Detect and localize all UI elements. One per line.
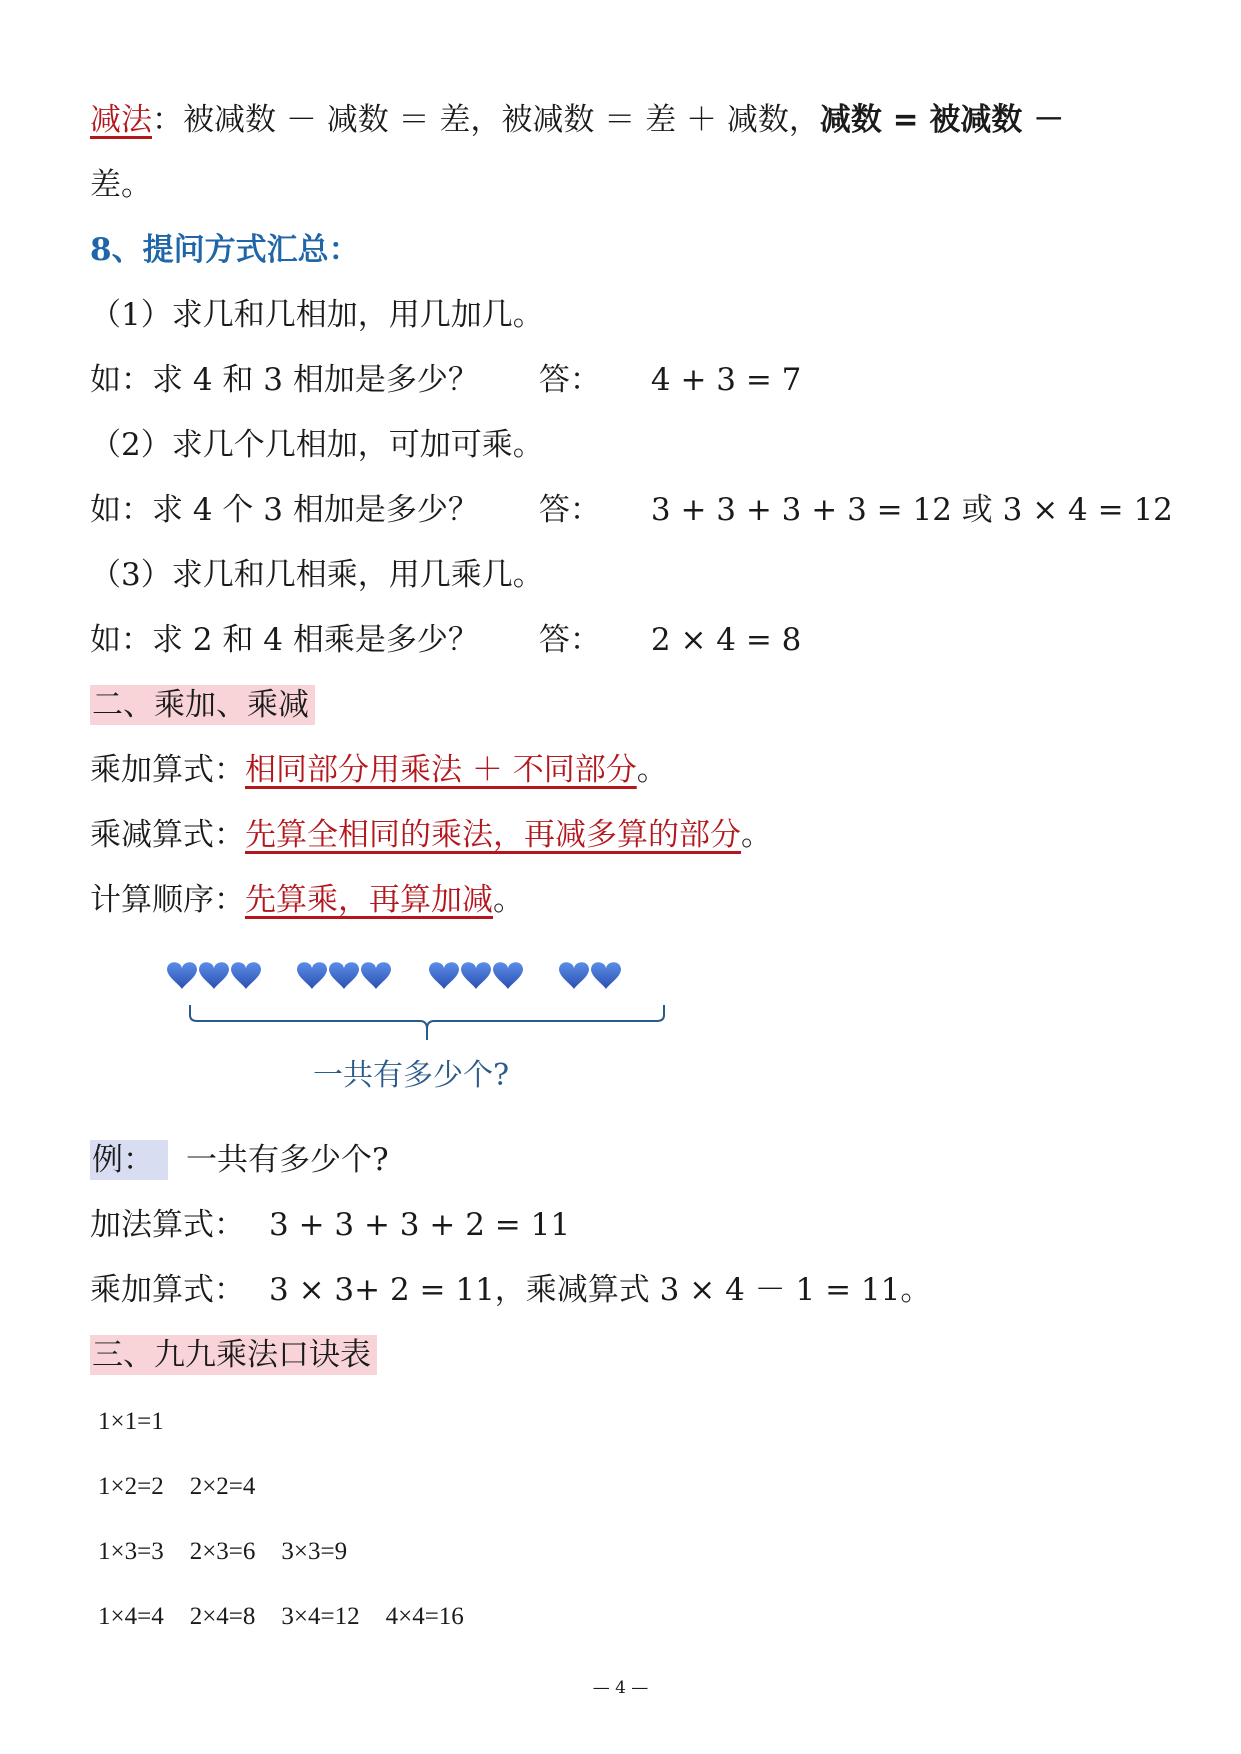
heart-icon — [361, 962, 391, 989]
add-expr-text: 3 + 3 + 3 + 2 = 11 — [269, 1207, 571, 1243]
mul-sub-end: 。 — [741, 817, 772, 853]
example-3-answer-label: 答： — [538, 622, 601, 658]
table-cell: 1×3=3 — [98, 1538, 164, 1565]
section-3-title: 三、九九乘法口诀表 — [90, 1335, 377, 1375]
rule-2: （2）求几个几相加，可加可乘。 — [90, 427, 544, 463]
example-2-question: 如：求 4 个 3 相加是多少？ — [90, 492, 479, 528]
heart-icon — [591, 962, 621, 989]
add-expr-label: 加法算式： — [90, 1207, 245, 1243]
heart-icon — [199, 962, 229, 989]
example-3-question: 如：求 2 和 4 相乘是多少？ — [90, 622, 479, 658]
subtraction-continuation: 差。 — [90, 167, 152, 203]
example-1-answer-label: 答： — [538, 362, 601, 398]
section-3-title-row — [90, 1335, 377, 1375]
heart-icon — [167, 962, 197, 989]
subtraction-formula: ：被减数 － 减数 ＝ 差，被减数 ＝ 差 ＋ 减数， — [152, 102, 820, 138]
mul-expr-text: 3 × 3+ 2 = 11，乘减算式 3 × 4 － 1 = 11。 — [269, 1272, 932, 1308]
brace — [190, 1005, 664, 1040]
example-3-answer: 2 × 4 = 8 — [650, 622, 802, 658]
table-row — [98, 1532, 373, 1572]
mul-expr-label: 乘加算式： — [90, 1272, 245, 1308]
table-row — [98, 1597, 490, 1637]
hearts-figure — [165, 955, 685, 1135]
mul-sub-line — [90, 815, 772, 855]
heart-icon — [493, 962, 523, 989]
table-cell: 2×3=6 — [189, 1538, 256, 1565]
table-cell: 2×4=8 — [189, 1603, 256, 1630]
mul-expr-line — [90, 1270, 931, 1310]
table-cell: 1×4=4 — [98, 1603, 164, 1630]
order-line — [90, 880, 524, 920]
example-question: 一共有多少个? — [186, 1142, 389, 1178]
add-expr-line — [90, 1205, 570, 1245]
table-cell: 4×4=16 — [385, 1603, 464, 1630]
figure-question: 一共有多少个? — [313, 1058, 510, 1093]
example-row — [90, 1140, 389, 1180]
mul-sub-label: 乘减算式： — [90, 817, 245, 853]
subtraction-line — [90, 100, 1064, 140]
table-cell: 3×3=9 — [281, 1538, 348, 1565]
rule-1: （1）求几和几相加，用几加几。 — [90, 297, 544, 333]
heart-icon — [297, 962, 327, 989]
table-cell: 2×2=4 — [189, 1473, 256, 1500]
example-1-question: 如：求 4 和 3 相加是多少？ — [90, 362, 479, 398]
heart-icon — [461, 962, 491, 989]
section-2-title: 二、乘加、乘减 — [90, 685, 315, 725]
rule-3: （3）求几和几相乘，用几乘几。 — [90, 557, 544, 593]
table-cell: 1×1=1 — [98, 1408, 164, 1435]
heart-icon — [429, 962, 459, 989]
table-cell: 1×2=2 — [98, 1473, 164, 1500]
page-number: — 4 — — [592, 1678, 649, 1698]
table-row — [98, 1467, 281, 1507]
example-3 — [90, 620, 801, 660]
example-1-answer: 4 + 3 = 7 — [650, 362, 802, 398]
mul-add-line — [90, 750, 668, 790]
table-row — [98, 1402, 190, 1442]
section-2-title-row — [90, 685, 315, 725]
subtraction-term: 减法 — [90, 102, 152, 138]
order-text: 先算乘，再算加减 — [245, 882, 493, 918]
example-label: 例： — [90, 1140, 168, 1180]
order-label: 计算顺序： — [90, 882, 245, 918]
heart-icon — [559, 962, 589, 989]
order-end: 。 — [493, 882, 524, 918]
mul-add-label: 乘加算式： — [90, 752, 245, 788]
heart-icon — [329, 962, 359, 989]
example-2 — [90, 490, 1173, 530]
heart-icon — [231, 962, 261, 989]
subtraction-bold-formula: 减数 = 被减数 － — [819, 102, 1065, 138]
example-2-answer: 3 + 3 + 3 + 3 = 12 或 3 × 4 = 12 — [650, 492, 1173, 528]
section-8-title: 8、提问方式汇总： — [90, 232, 360, 268]
table-cell: 3×4=12 — [281, 1603, 360, 1630]
mul-add-end: 。 — [636, 752, 668, 788]
example-2-answer-label: 答： — [538, 492, 601, 528]
mul-add-text: 相同部分用乘法 ＋ 不同部分 — [245, 752, 637, 788]
mul-sub-text: 先算全相同的乘法，再减多算的部分 — [245, 817, 741, 853]
example-1 — [90, 360, 801, 400]
